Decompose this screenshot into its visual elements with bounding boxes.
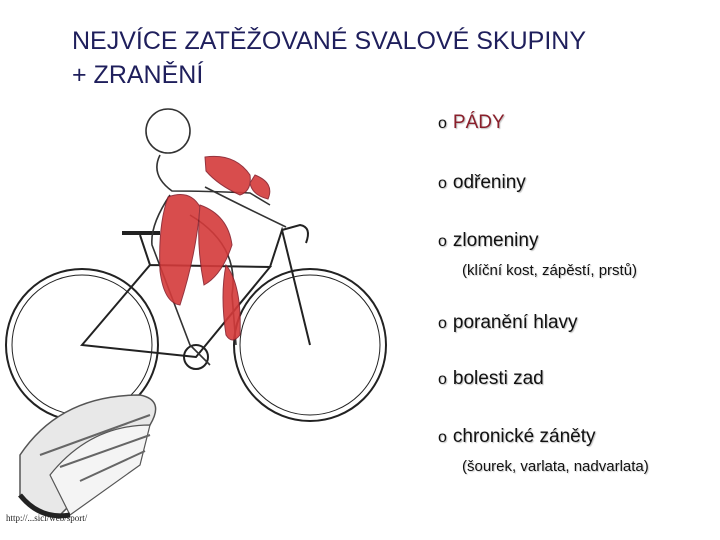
item-label: odřeniny	[452, 172, 526, 193]
cyclist-illustration	[0, 95, 420, 535]
handlebar	[282, 225, 308, 243]
bullet: o	[438, 115, 447, 132]
title-line-1: NEJVÍCE ZATĚŽOVANÉ SVALOVÉ SKUPINY	[72, 27, 587, 55]
source-url: http://...sicl/web/sport/	[6, 513, 88, 523]
back-muscle	[205, 156, 250, 195]
calf-muscle	[223, 265, 240, 340]
item-note: (klíční kost, zápěstí, prstů)	[462, 262, 638, 279]
item-label: bolesti zad	[452, 368, 544, 389]
item-note: (šourek, varlata, nadvarlata)	[462, 458, 649, 475]
bullet: o	[438, 429, 447, 446]
bullet: o	[438, 315, 447, 332]
item-label: chronické záněty	[452, 426, 596, 447]
list-item	[438, 112, 505, 134]
head	[146, 109, 190, 153]
bullet: o	[438, 175, 447, 192]
item-label: PÁDY	[452, 112, 505, 133]
bike-frame	[82, 230, 310, 357]
list-item	[438, 172, 526, 194]
bullet: o	[438, 233, 447, 250]
title-line-2: + ZRANĚNÍ	[72, 61, 204, 89]
item-label: poranění hlavy	[452, 312, 578, 333]
bullet: o	[438, 371, 447, 388]
item-label: zlomeniny	[452, 230, 539, 251]
thigh-muscle	[160, 195, 200, 305]
slide-title	[72, 24, 672, 92]
list-item	[438, 312, 578, 334]
list-item	[438, 230, 538, 252]
list-item	[438, 368, 544, 390]
cycling-shoes-photo	[20, 395, 156, 516]
list-item	[438, 426, 595, 448]
